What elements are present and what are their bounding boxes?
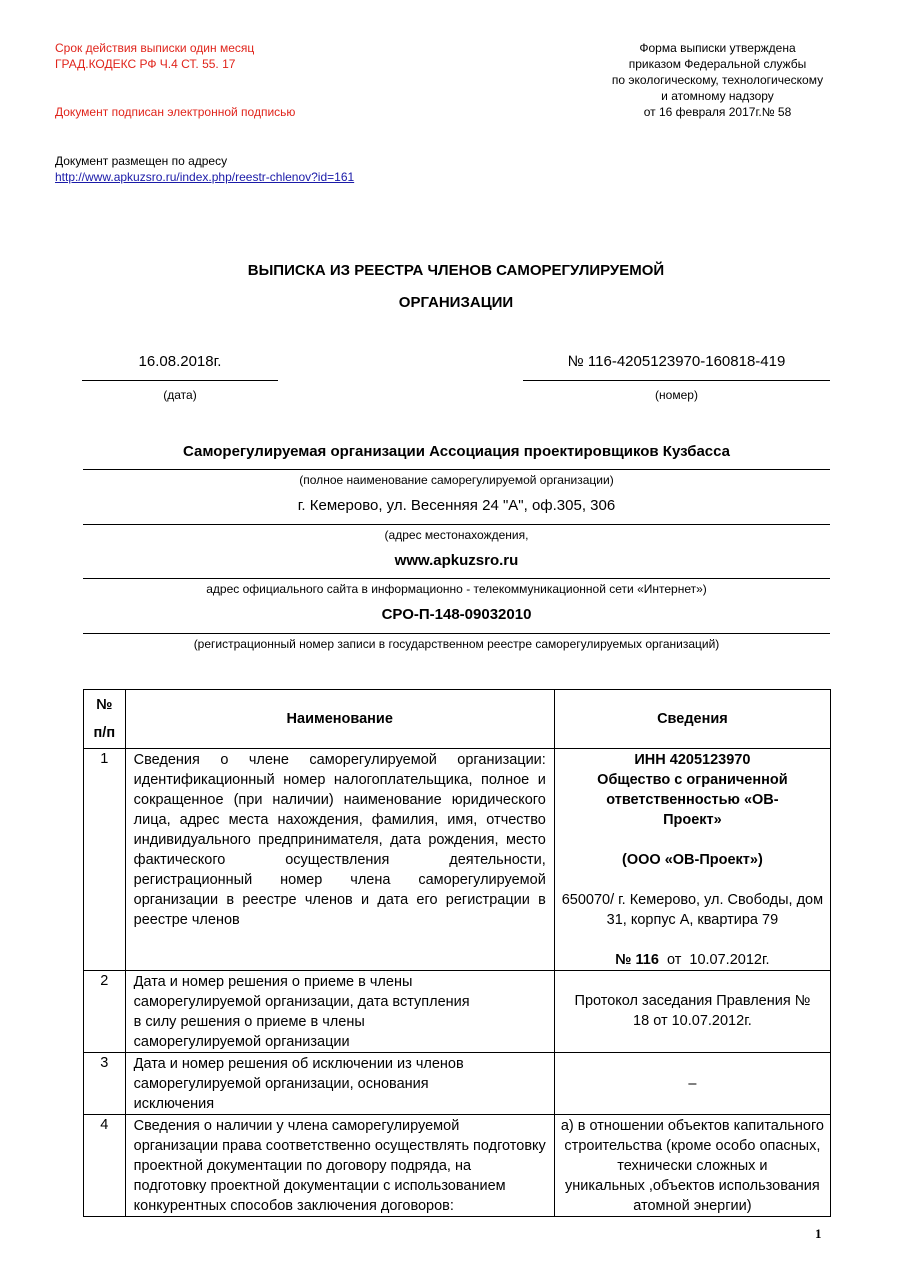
- form-approval-line: от 16 февраля 2017г.№ 58: [643, 105, 792, 119]
- validity-line-2: ГРАД.КОДЕКС РФ Ч.4 СТ. 55. 17: [55, 57, 236, 71]
- org-name-underline: [83, 469, 830, 470]
- org-website-underline: [83, 578, 830, 579]
- number-value: № 116-4205123970-160818-419: [567, 353, 786, 370]
- row-info-cell: [554, 1053, 830, 1115]
- header-num-line-1: №: [96, 697, 113, 713]
- form-approval-line: и атомному надзору: [661, 89, 774, 103]
- page-number: 1: [815, 1226, 822, 1241]
- row-name-cell: [125, 749, 554, 971]
- number-underline: [523, 380, 830, 381]
- row-name-line: Дата и номер решения о приеме в члены: [133, 974, 413, 990]
- rights-line: технически сложных и: [617, 1158, 768, 1174]
- row-name-cell: [125, 1053, 554, 1115]
- admission-protocol: Протокол заседания Правления № 18 от 10.07.2012г.: [574, 993, 811, 1029]
- header-info: Сведения: [554, 690, 830, 749]
- rights-line: атомной энергии): [633, 1198, 752, 1214]
- exclusion-info: –: [688, 1076, 697, 1092]
- registry-table: [83, 689, 831, 1217]
- form-approval-line: Форма выписки утверждена: [639, 41, 796, 55]
- table-row: [84, 1053, 831, 1115]
- row-name-line: Дата и номер решения об исключении из членов: [133, 1056, 464, 1072]
- org-address-caption: (адрес местонахождения,: [384, 528, 529, 542]
- organization-website: www.apkuzsro.ru: [394, 552, 519, 569]
- form-approval-line: по экологическому, технологическому: [611, 73, 824, 87]
- member-reg-number: № 116: [615, 952, 659, 968]
- row-name-line: в силу решения о приеме в члены: [133, 1014, 365, 1030]
- row-name-line: саморегулируемой организации, основания: [133, 1076, 429, 1092]
- member-registration: [561, 950, 824, 970]
- member-full-name: Общество с ограниченной ответственностью «ОВ-Проект»: [597, 772, 788, 828]
- row-number: 4: [84, 1115, 126, 1217]
- table-row: [84, 749, 831, 971]
- org-website-caption: адрес официального сайта в информационно - телекоммуникационной сети «Интернет»): [206, 582, 707, 596]
- date-underline: [82, 380, 278, 381]
- table-row: [84, 1115, 831, 1217]
- row-name-line: подготовку проектной документации с использованием: [133, 1178, 506, 1194]
- member-inn: ИНН 4205123970: [634, 752, 751, 768]
- form-approval: [585, 40, 850, 120]
- row-name-text: Сведения о члене саморегулируемой организации: идентификационный номер налогоплательщика, полное и сокращенное (при наличии) наименование юридического лица, адрес места нахождения, фамилия, имя, отчество индивидуального предпринимателя, дата рождения, место фактического осуществления деятельности, регистрационный номер члена саморегулируемой организации в реестре членов и дата его регистрации в реестре членов: [133, 752, 546, 928]
- validity-notice: [55, 40, 375, 72]
- org-address-underline: [83, 524, 830, 525]
- row-info-cell: [554, 971, 830, 1053]
- row-info-cell: [554, 1115, 830, 1217]
- validity-line-1: Срок действия выписки один месяц: [55, 41, 255, 55]
- table-row: [84, 971, 831, 1053]
- row-name-cell: [125, 971, 554, 1053]
- rights-line: строительства (кроме особо опасных,: [564, 1138, 821, 1154]
- member-address: 650070/ г. Кемерово, ул. Свободы, дом 31, корпус А, квартира 79: [561, 892, 824, 928]
- header-num-line-2: п/п: [93, 725, 116, 741]
- row-name-cell: [125, 1115, 554, 1217]
- rights-line: а) в отношении объектов капитального: [560, 1118, 824, 1134]
- organization-address: г. Кемерово, ул. Весенняя 24 "А", оф.305, 306: [297, 497, 616, 514]
- posted-label: Документ размещен по адресу: [55, 154, 228, 168]
- document-title-line-1: ВЫПИСКА ИЗ РЕЕСТРА ЧЛЕНОВ САМОРЕГУЛИРУЕМОЙ: [247, 262, 665, 279]
- row-info-cell: [554, 749, 830, 971]
- row-name-line: саморегулируемой организации: [133, 1034, 350, 1050]
- row-name-line: Сведения о наличии у члена саморегулируемой: [133, 1118, 460, 1134]
- org-reg-underline: [83, 633, 830, 634]
- document-title-line-2: ОРГАНИЗАЦИИ: [398, 294, 514, 311]
- posted-address: [55, 153, 354, 185]
- member-short-name: (ООО «ОВ-Проект»): [622, 852, 763, 868]
- row-number: 1: [84, 749, 126, 971]
- date-caption: (дата): [163, 388, 197, 402]
- organization-name: Саморегулируемая организации Ассоциация проектировщиков Кузбасса: [182, 443, 731, 460]
- row-name-line: исключения: [133, 1096, 215, 1112]
- row-name-line: проектной документации по договору подряда, на: [133, 1158, 472, 1174]
- org-name-caption: (полное наименование саморегулируемой организации): [299, 473, 614, 487]
- date-value: 16.08.2018г.: [138, 353, 222, 370]
- rights-line: уникальных ,объектов использования: [565, 1178, 820, 1194]
- member-reg-date: от 10.07.2012г.: [658, 952, 770, 968]
- signed-notice: Документ подписан электронной подписью: [55, 105, 296, 119]
- table-header-row: [84, 690, 831, 749]
- row-name-line: организации права соответственно осуществлять подготовку: [133, 1138, 546, 1154]
- row-number: 2: [84, 971, 126, 1053]
- form-approval-line: приказом Федеральной службы: [628, 57, 807, 71]
- number-caption: (номер): [655, 388, 698, 402]
- org-reg-caption: (регистрационный номер записи в государственном реестре саморегулируемых организаций): [193, 637, 720, 651]
- posted-url-link[interactable]: http://www.apkuzsro.ru/index.php/reestr-chlenov?id=161: [55, 170, 355, 184]
- row-number: 3: [84, 1053, 126, 1115]
- row-name-line: конкурентных способов заключения договоров:: [133, 1198, 454, 1214]
- row-name-line: саморегулируемой организации, дата вступления: [133, 994, 470, 1010]
- organization-reg-number: СРО-П-148-09032010: [381, 606, 532, 623]
- header-num: [84, 690, 126, 749]
- header-name: Наименование: [125, 690, 554, 749]
